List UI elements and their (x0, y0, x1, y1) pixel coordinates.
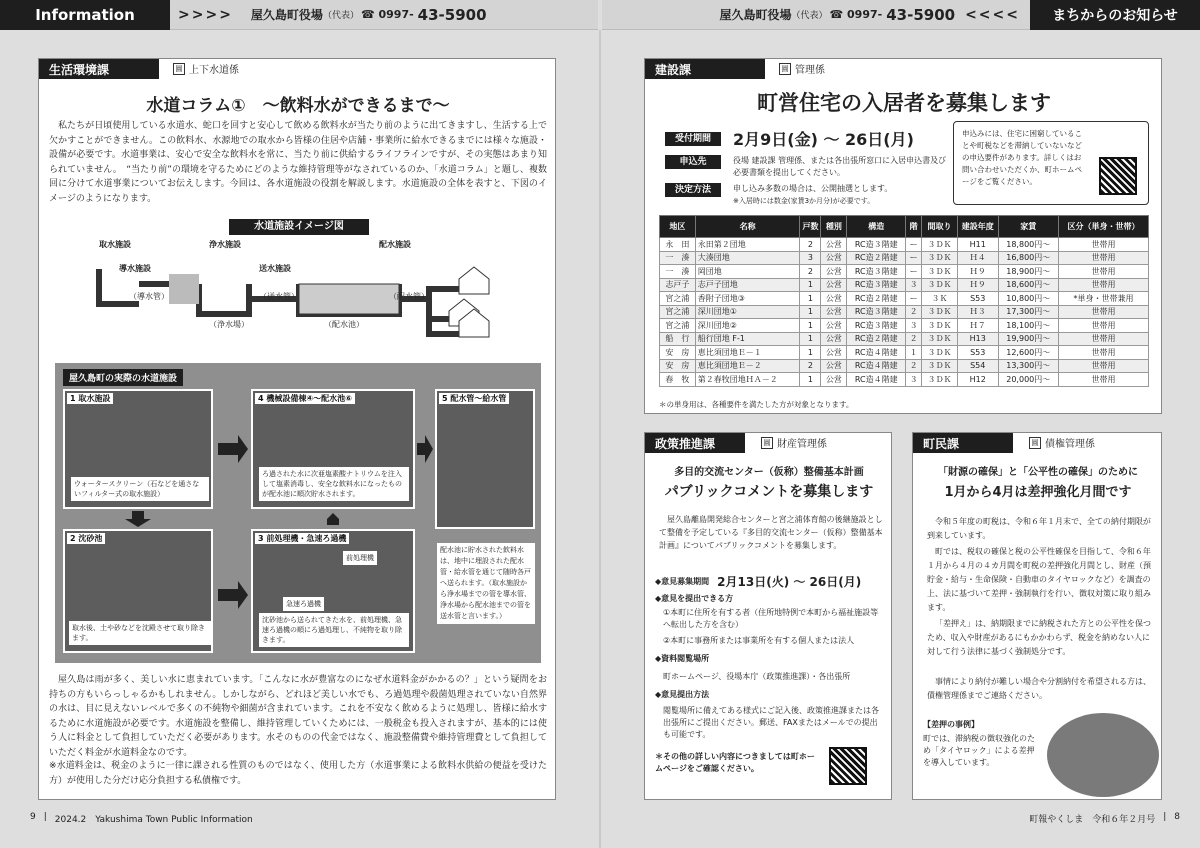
table-cell: ー (906, 265, 922, 279)
table-cell: 1 (800, 278, 821, 292)
office-name-left: 屋久島町役場 (250, 8, 323, 22)
table-cell: Ｈ９ (957, 265, 998, 279)
housing-table (659, 215, 1149, 387)
building-icon: 圓 (761, 437, 773, 449)
label-distrib: 配水施設 (379, 240, 411, 249)
table-cell: 深川団地② (695, 319, 800, 333)
table-cell: ３ (906, 319, 922, 333)
table-cell: 深川団地① (695, 305, 800, 319)
table-cell: 12,600円～ (998, 346, 1058, 360)
table-cell: Ｈ９ (957, 278, 998, 292)
rep-right: （代表） (791, 11, 828, 21)
requirements-box: 申込みには、住宅に困窮していることや町税などを滞納していないなどの申込要件があります。詳しくはお問い合わせいただくか、町ホームページをご覧ください。 (953, 121, 1149, 205)
arrows-right: <<<< (965, 6, 1020, 23)
table-cell: RC造４階建 (847, 373, 906, 387)
table-row (660, 251, 1149, 265)
apply-row (665, 155, 955, 179)
decide-row (665, 183, 965, 207)
table-cell: 志戸子団地 (695, 278, 800, 292)
table-cell: 公営 (821, 319, 847, 333)
table-cell: 世帯用 (1058, 265, 1148, 279)
photo-pipe: 5 配水管～給水管 (435, 389, 535, 529)
table-header: 区分（単身・世帯） (1058, 216, 1148, 238)
period-label: ◆意見募集期間 (655, 577, 710, 586)
how-label: ◆意見提出方法 (655, 690, 710, 699)
table-cell: 香附子団地③ (695, 292, 800, 306)
table-cell: 宮之浦 (660, 305, 696, 319)
label-plant: （浄水場） (209, 320, 249, 329)
office-name-right: 屋久島町役場 (719, 8, 792, 22)
header-right (602, 0, 1200, 30)
left-footer-text: 2024.2 Yakushima Town Public Information (54, 815, 253, 825)
table-cell: 1 (800, 292, 821, 306)
table-cell: 安 房 (660, 346, 696, 360)
information-label: Information (0, 0, 170, 30)
table-cell: Ｈ３ (957, 305, 998, 319)
table-header: 種別 (821, 216, 847, 238)
table-cell: ２ (906, 359, 922, 373)
dept-tab: 生活環境課 (39, 59, 159, 79)
table-cell: RC造４階建 (847, 359, 906, 373)
table-header: 階 (906, 216, 922, 238)
table-cell: 17,300円～ (998, 305, 1058, 319)
table-row (660, 265, 1149, 279)
table-cell: H13 (957, 332, 998, 346)
table-cell: 18,800円～ (998, 238, 1058, 252)
table-cell: 世帯用 (1058, 305, 1148, 319)
table-header: 家賃 (998, 216, 1058, 238)
table-cell: ー (906, 251, 922, 265)
apply-label: 申込先 (665, 155, 721, 169)
table-cell: 18,600円～ (998, 278, 1058, 292)
table-cell: 一 湊 (660, 265, 696, 279)
table-row (660, 373, 1149, 387)
housing-sub: 圓 管理係 (779, 61, 825, 76)
table-header: 名称 (695, 216, 800, 238)
who-label: ◆意見を提出できる方 (655, 594, 734, 603)
table-cell: ３ＤＫ (922, 278, 958, 292)
table-cell: 公営 (821, 346, 847, 360)
arrows-left: >>>> (178, 6, 233, 23)
label-intake: 取水施設 (99, 240, 131, 249)
building-icon: 圓 (173, 63, 185, 75)
table-cell: ３ＤＫ (922, 238, 958, 252)
table-cell: RC造２階建 (847, 251, 906, 265)
table-cell: ３ＤＫ (922, 305, 958, 319)
table-cell: S53 (957, 346, 998, 360)
town-news-label: まちからのお知らせ (1030, 0, 1200, 30)
table-row (660, 346, 1149, 360)
table-cell: 19,900円～ (998, 332, 1058, 346)
table-cell: １ (906, 346, 922, 360)
tel-left: 43-5900 (417, 5, 487, 24)
housing-dept-tab: 建設課 (645, 59, 765, 79)
table-cell: 公営 (821, 238, 847, 252)
tel-prefix-left: ☎ 0997- (360, 8, 414, 21)
table-cell: ３ＤＫ (922, 251, 958, 265)
policy-title-2: パブリックコメントを募集します (664, 484, 874, 500)
table-cell: 公営 (821, 359, 847, 373)
case-label: 【差押の事例】 (923, 720, 979, 729)
tax-card (912, 432, 1162, 800)
table-cell: 世帯用 (1058, 278, 1148, 292)
table-row (660, 319, 1149, 333)
building-icon: 圓 (1029, 437, 1041, 449)
table-cell: RC造２階建 (847, 292, 906, 306)
photo-sand: 2 沈砂池 取水後、土や砂などを沈殿させて取り除きます。 (63, 529, 213, 653)
table-cell: 世帯用 (1058, 359, 1148, 373)
table-cell: 3 (800, 251, 821, 265)
rep-left: （代表） (322, 11, 359, 21)
flow-arrows (55, 363, 541, 663)
policy-sub: 圓 財産管理係 (761, 435, 827, 450)
tire-lock-photo (1047, 713, 1159, 797)
more-info: ＊その他の詳しい内容につきましては町ホームページをご確認ください。 (655, 752, 815, 773)
table-cell: ー (906, 238, 922, 252)
table-cell: 安 房 (660, 359, 696, 373)
label-guide-pipe: （導水管） (129, 292, 169, 301)
table-cell: 13,300円～ (998, 359, 1058, 373)
table-cell: 公営 (821, 305, 847, 319)
table-cell: 世帯用 (1058, 332, 1148, 346)
label-purify: 浄水施設 (209, 240, 241, 249)
table-cell: 船行団地 F-1 (695, 332, 800, 346)
table-cell: 大湊団地 (695, 251, 800, 265)
table-cell: 公営 (821, 278, 847, 292)
table-cell: 20,000円～ (998, 373, 1058, 387)
label-guide: 導水施設 (119, 264, 151, 273)
period-label: 受付期間 (665, 132, 721, 146)
tax-p3: 「差押え」は、納期限までに納税された方との公平性を保つため、収入や財産があるにもかかわらず、税金を納めない人に対して行う法律に基づく強制処分です。 (927, 619, 1151, 656)
header-left (0, 0, 598, 30)
table-row (660, 238, 1149, 252)
table-cell: H11 (957, 238, 998, 252)
table-cell: ２ (906, 305, 922, 319)
table-cell: ２ (906, 332, 922, 346)
table-cell: 2 (800, 359, 821, 373)
period-value: 2月13日(火) ～ 26日(月) (717, 575, 862, 589)
table-cell: 船 行 (660, 332, 696, 346)
table-cell: RC造４階建 (847, 346, 906, 360)
table-cell: ３ＤＫ (922, 319, 958, 333)
table-cell: Ｈ７ (957, 319, 998, 333)
table-cell: 世帯用 (1058, 373, 1148, 387)
table-row (660, 278, 1149, 292)
tax-sub: 圓 債権管理係 (1029, 435, 1095, 450)
sub-section: 圓 上下水道係 (173, 61, 239, 76)
table-cell: 公営 (821, 332, 847, 346)
tel-prefix-right: ☎ 0997- (829, 8, 883, 21)
table-header: 間取り (922, 216, 958, 238)
table-cell: 1 (800, 319, 821, 333)
table-cell: 世帯用 (1058, 346, 1148, 360)
table-cell: ３ＤＫ (922, 359, 958, 373)
footer-right: 町報やくしま 令和６年２月号 | 8 (1029, 812, 1180, 825)
table-cell: ３ＤＫ (922, 346, 958, 360)
table-cell: RC造３階建 (847, 265, 906, 279)
how-value: 閲覧場所に備えてある様式にご記入後、政策推進課または各出張所にご提出ください。郵送、FAXまたはメールでの提出も可能です。 (663, 706, 879, 739)
who-1: ①本町に住所を有する者（住所地特例で本町から福祉施設等へ転出した方を含む） (663, 608, 879, 629)
table-cell: RC造３階建 (847, 278, 906, 292)
table-row (660, 359, 1149, 373)
photo-panel-title: 屋久島町の実際の水道施設 (63, 369, 183, 386)
intro-text: 私たちが日頃使用している水道水、蛇口を回すと安心して飲める飲料水が当たり前のように出てきますし、生活する上で欠かすことができません。この飲料水、水源地での取水から皆様の住居や店舗・事業所に給水できるまでには様々な施設・設備が必要です。水道事業は、安心で安全な飲料水を常に、当たり前に供給するライフラインですが、その実態はあまり知られていません。 “当たり前”の環境を守るためにどのような維持管理等がなされているのか、「水道コラム」と題し、複数回に分けて水道事業についてお伝えします。今回は、各水道施設の役割を解説します。水道施設の全体を表すと、下図のイメージのようになります。 (49, 121, 547, 204)
table-cell: 2 (800, 238, 821, 252)
housing-card (644, 58, 1162, 414)
table-cell: 18,900円～ (998, 265, 1058, 279)
table-cell: Ｈ４ (957, 251, 998, 265)
policy-dept-tab: 政策推進課 (645, 433, 745, 453)
bottom-note: ※水道料金は、税金のように一律に課される性質のものではなく、使用した方（水道事業による飲料水供給の便益を受けた方）が使用した分だけ応分負担する私債権です。 (49, 761, 547, 786)
decide-note: ※入居時には数金(家賃3か月分)が必要です。 (733, 197, 875, 205)
photo-machine: 4 機械設備棟④～配水池⑥ ろ過された水に次亜塩素酸ナトリウムを注入して塩素消毒し、安全な飲料水になったものが配水池に順次貯水されます。 (251, 389, 415, 509)
table-row (660, 305, 1149, 319)
diagram-title: 水道施設イメージ図 (229, 219, 369, 235)
photo-intake: 1 取水施設 ウォータースクリーン（石などを通さないフィルター式の取水施設） (63, 389, 213, 509)
table-cell: ３ (906, 278, 922, 292)
policy-intro: 屋久島離島開発総合センターと宮之浦体育館の後継施設として整備を予定している『多目的交流センター（仮称）整備基本計画』についてパブリックコメントを募集します。 (659, 515, 883, 550)
housing-qr-icon[interactable] (1099, 157, 1137, 195)
water-column-card (38, 58, 556, 800)
who-2: ②本町に事務所または事業所を有する個人または法人 (663, 636, 855, 645)
housing-title: 町営住宅の入居者を募集します (757, 91, 1051, 115)
period-row (665, 127, 914, 150)
table-cell: 世帯用 (1058, 319, 1148, 333)
tax-title-2: 1月から4月は差押強化月間です (944, 485, 1132, 500)
table-cell: 世帯用 (1058, 251, 1148, 265)
side-note: 配水池に貯水された飲料水は、地中に埋設された配水管・給水管を通じて随時各戸へ送られます。（取水施設から浄水場までの管を導水管、浄水場から配水池までの管を送水管と言います。） (437, 543, 535, 624)
table-cell: 1 (800, 332, 821, 346)
diagram (79, 219, 519, 349)
table-cell: 18,100円～ (998, 319, 1058, 333)
table-cell: 岡団地 (695, 265, 800, 279)
table-cell: ３ＤＫ (922, 265, 958, 279)
table-cell: 宮之浦 (660, 319, 696, 333)
table-cell: RC造３階建 (847, 238, 906, 252)
table-cell: RC造３階建 (847, 319, 906, 333)
table-row (660, 292, 1149, 306)
page-divider (599, 30, 601, 848)
table-cell: 春 牧 (660, 373, 696, 387)
table-cell: 1 (800, 373, 821, 387)
table-cell: *単身・世帯兼用 (1058, 292, 1148, 306)
column-title: 水道コラム① ～飲料水ができるまで～ (146, 96, 450, 116)
table-cell: 公営 (821, 251, 847, 265)
housing-table-wrap (659, 215, 1149, 387)
table-header: 構造 (847, 216, 906, 238)
tax-p2: 町では、税収の確保と税の公平性確保を目指して、令和６年１月から４月の４カ月間を町税の差押強化月間とし、財産（預貯金・給与・生命保険・自動車のタイヤロックなど）を調査の上、法に基づいて差押・強制執行を行い、徴収対策に取り組みます。 (927, 547, 1151, 612)
tax-p1: 令和５年度の町税は、令和６年１月末で、全ての納付期限が到来しています。 (927, 517, 1151, 540)
table-cell: RC造２階建 (847, 332, 906, 346)
table-cell: 1 (800, 346, 821, 360)
bottom-text: 屋久島は雨が多く、美しい水に恵まれています。「こんなに水が豊富なのになぜ水道料金がかかるの？」という疑問をお持ちの方もいらっしゃるかもしれません。しかしながら、どれほど美しい水でも、ろ過処理や殺菌処理されていない自然界の水は、目に見えないレベルで多くの不純物や細菌が含まれています。これを不安なく飲めるように処理し、皆様に給水するために水道施設が必要です。水道施設を整備し、維持管理していくためには、一般税金も投入されますが、基本的には使う人に料金として負担していただく必要があります。水そのものの代金ではなく、施設整備費や維持管理費として負担していただく料金が水道料金なのです。 (49, 675, 547, 758)
table-row (660, 332, 1149, 346)
policy-card (644, 432, 892, 800)
photo-filter: 3 前処理機・急速ろ過機 前処理機 急速ろ過機 沈砂池から送られてきた水を、前処理機、急速ろ過機の順にろ過処理し、不純物を取り除きます。 (251, 529, 415, 653)
case-text: 町では、滞納税の徴収強化のため「タイヤロック」による差押を導入しています。 (923, 734, 1035, 767)
table-cell: 一 湊 (660, 251, 696, 265)
table-cell: 世帯用 (1058, 238, 1148, 252)
footer-left: 9 | 2024.2 Yakushima Town Public Information (30, 812, 253, 825)
tel-right: 43-5900 (886, 5, 956, 24)
table-header: 建設年度 (957, 216, 998, 238)
building-icon: 圓 (779, 63, 791, 75)
tax-title-1: 「財源の確保」と「公平性の確保」のために (938, 467, 1138, 478)
left-page-number: 9 (30, 812, 36, 822)
label-dist-pipe: （配水管） (389, 292, 429, 301)
table-cell: 宮之浦 (660, 292, 696, 306)
table-header: 戸数 (800, 216, 821, 238)
label-reservoir: （配水池） (324, 320, 364, 329)
table-cell: H12 (957, 373, 998, 387)
table-cell: 永 田 (660, 238, 696, 252)
right-footer-text: 町報やくしま 令和６年２月号 (1029, 815, 1156, 825)
tax-p4: 事情により納付が難しい場合や分割納付を希望される方は、債権管理係までご連絡ください。 (927, 677, 1151, 700)
right-page-number: 8 (1174, 812, 1180, 822)
table-cell: 10,800円～ (998, 292, 1058, 306)
table-cell: S54 (957, 359, 998, 373)
table-cell: 公営 (821, 373, 847, 387)
table-cell: ー (906, 292, 922, 306)
where-label: ◆資料閲覧場所 (655, 654, 710, 663)
apply-value: 役場 建設課 管理係、または各出張所窓口に入居申込書及び必要書類を提出してください。 (733, 156, 947, 177)
housing-footnote: ＊の単身用は、各種要件を満たした方が対象となります。 (659, 400, 854, 409)
period-value: 2月9日(金) ～ 26日(月) (733, 130, 914, 149)
table-cell: 公営 (821, 292, 847, 306)
table-cell: 16,800円～ (998, 251, 1058, 265)
policy-period (655, 573, 861, 590)
table-cell: 恵比須団地Ｅ－１ (695, 346, 800, 360)
policy-title-1: 多目的交流センター（仮称）整備基本計画 (674, 467, 864, 478)
table-cell: RC造３階建 (847, 305, 906, 319)
table-cell: ３Ｋ (922, 292, 958, 306)
decide-value: 申し込み多数の場合は、公開抽選とします。 (733, 184, 893, 193)
table-cell: 永田第２団地 (695, 238, 800, 252)
policy-qr-icon[interactable] (829, 747, 867, 785)
table-cell: 2 (800, 265, 821, 279)
table-header: 地区 (660, 216, 696, 238)
table-cell: 第２春牧団地ＨＡ－２ (695, 373, 800, 387)
table-cell: ３ＤＫ (922, 373, 958, 387)
table-cell: 志戸子 (660, 278, 696, 292)
table-cell: 恵比須団地Ｅ－２ (695, 359, 800, 373)
table-cell: S53 (957, 292, 998, 306)
table-cell: ３ＤＫ (922, 332, 958, 346)
table-cell: 1 (800, 305, 821, 319)
label-supply: 送水施設 (259, 264, 291, 273)
label-supply-pipe: （送水管） (259, 292, 299, 301)
tax-dept-tab: 町民課 (913, 433, 1013, 453)
table-cell: ３ (906, 373, 922, 387)
where-value: 町ホームページ、役場本庁（政策推進課）・各出張所 (663, 672, 851, 681)
decide-label: 決定方法 (665, 183, 721, 197)
table-cell: 公営 (821, 265, 847, 279)
photo-panel (55, 363, 541, 663)
